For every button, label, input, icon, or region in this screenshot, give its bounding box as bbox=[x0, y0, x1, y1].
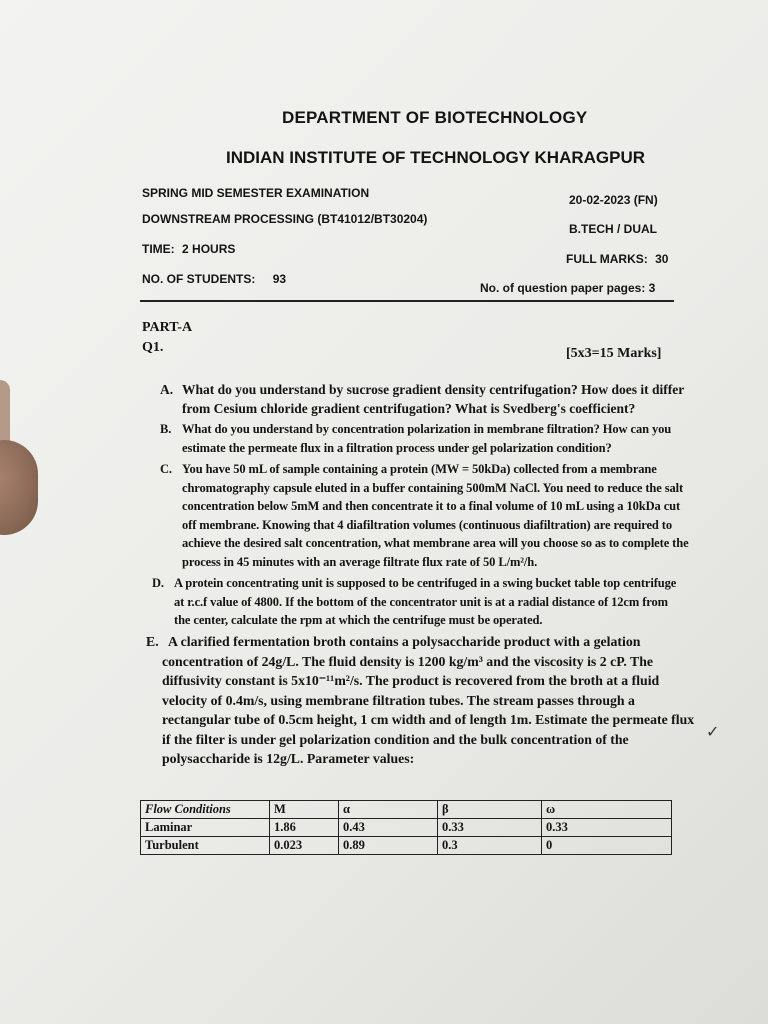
students-info bbox=[142, 272, 286, 286]
program: B.TECH / DUAL bbox=[569, 222, 657, 236]
table-row bbox=[141, 837, 672, 855]
item-label: C. bbox=[160, 462, 172, 476]
question-number: Q1. bbox=[142, 340, 164, 355]
item-line: velocity of 0.4m/s, using membrane filtration tubes. The stream passes through a bbox=[162, 692, 635, 708]
item-line: achieve the desired salt concentration, what membrane area will you choose so as to complete the bbox=[182, 536, 689, 550]
table-cell: 0.89 bbox=[339, 837, 438, 855]
time-value: 2 HOURS bbox=[182, 242, 236, 256]
question-marks: [5x3=15 Marks] bbox=[566, 346, 662, 361]
time-label: TIME: bbox=[142, 242, 175, 256]
table-cell: 0.3 bbox=[438, 837, 542, 855]
item-line: process in 45 minutes with an average filtrate flux rate of 50 L/m²/h. bbox=[182, 554, 538, 569]
item-label: B. bbox=[160, 422, 172, 436]
table-header-row bbox=[141, 801, 672, 819]
table-cell: 0.43 bbox=[339, 819, 438, 837]
item-line: from Cesium chloride gradient centrifugation? What is Svedberg's coefficient? bbox=[182, 401, 636, 416]
item-label: D. bbox=[152, 576, 164, 590]
exam-name: SPRING MID SEMESTER EXAMINATION bbox=[142, 186, 370, 200]
students-label: NO. OF STUDENTS: bbox=[142, 272, 256, 286]
item-line: concentration below 5mM and then concentrate it to a final volume of 10 mL using a 10kDa cut bbox=[182, 499, 681, 513]
course-name: DOWNSTREAM PROCESSING (BT41012/BT30204) bbox=[142, 212, 428, 226]
table-cell: 0.023 bbox=[270, 837, 339, 855]
marks-label: FULL MARKS: bbox=[566, 252, 648, 266]
table-cell: 0.33 bbox=[438, 819, 542, 837]
item-line: polysaccharide is 12g/L. Parameter values: bbox=[162, 751, 415, 766]
item-line: What do you understand by concentration polarization in membrane filtration? How can you bbox=[182, 422, 672, 436]
page-count: No. of question paper pages: 3 bbox=[480, 281, 656, 295]
table-cell: Laminar bbox=[141, 819, 270, 837]
table-cell: Turbulent bbox=[141, 837, 270, 855]
table-header-cell: β bbox=[438, 801, 542, 819]
item-line: estimate the permeate flux in a filtration process under gel polarization condition? bbox=[182, 440, 612, 455]
table-row bbox=[141, 819, 672, 837]
time-info bbox=[142, 242, 235, 256]
question-item-e bbox=[146, 632, 700, 769]
header-divider bbox=[140, 300, 674, 302]
item-line: chromatography capsule eluted in a buffer containing 500mM NaCl. You need to reduce the salt bbox=[182, 480, 684, 495]
item-line: diffusivity constant is 5x10⁻¹¹m²/s. The product is recovered from the broth at a fluid bbox=[162, 673, 660, 688]
table-cell: 1.86 bbox=[270, 819, 339, 837]
table-header-cell: ω bbox=[542, 801, 672, 819]
question-item-b bbox=[160, 420, 700, 457]
question-item-a bbox=[160, 380, 700, 418]
part-heading: PART-A bbox=[142, 320, 193, 335]
handwritten-tick-mark: ✓ bbox=[706, 722, 720, 741]
marks-value: 30 bbox=[655, 252, 669, 266]
parameter-table bbox=[140, 800, 672, 855]
table-header-cell: M bbox=[270, 801, 339, 819]
question-item-d bbox=[152, 574, 700, 630]
students-value: 93 bbox=[272, 272, 287, 286]
item-line: the center, calculate the rpm at which the centrifuge must be operated. bbox=[174, 613, 543, 627]
table-cell: 0.33 bbox=[542, 819, 672, 837]
item-line: if the filter is under gel polarization condition and the bulk concentration of the bbox=[162, 731, 629, 747]
item-label: A. bbox=[160, 382, 174, 397]
table-header-cell: α bbox=[339, 801, 438, 819]
item-line: A clarified fermentation broth contains a polysaccharide product with a gelation bbox=[168, 634, 641, 649]
item-line: concentration of 24g/L. The fluid density is 1200 kg/m³ and the viscosity is 2 cP. The bbox=[162, 653, 654, 669]
department-title: DEPARTMENT OF BIOTECHNOLOGY bbox=[282, 108, 588, 127]
table-header-cell: Flow Conditions bbox=[141, 801, 270, 819]
question-item-c bbox=[160, 460, 700, 571]
item-line: What do you understand by sucrose gradient density centrifugation? How does it differ bbox=[182, 382, 685, 397]
thumb bbox=[0, 440, 38, 535]
table-cell: 0 bbox=[542, 837, 672, 855]
institute-title: INDIAN INSTITUTE OF TECHNOLOGY KHARAGPUR bbox=[226, 148, 646, 167]
item-line: You have 50 mL of sample containing a protein (MW = 50kDa) collected from a membrane bbox=[182, 462, 657, 476]
item-line: at r.c.f value of 4800. If the bottom of the concentrator unit is at a radial distance of 12cm from bbox=[174, 594, 668, 609]
item-line: A protein concentrating unit is supposed to be centrifuged in a swing bucket table top centrifuge bbox=[174, 576, 677, 590]
item-line: off membrane. Knowing that 4 diafiltration volumes (continuous diafiltration) are required to bbox=[182, 517, 672, 532]
item-line: rectangular tube of 0.5cm height, 1 cm width and of length 1m. Estimate the permeate flux bbox=[162, 712, 695, 727]
full-marks bbox=[566, 252, 668, 266]
exam-date: 20-02-2023 (FN) bbox=[569, 193, 658, 207]
item-label: E. bbox=[146, 634, 159, 649]
